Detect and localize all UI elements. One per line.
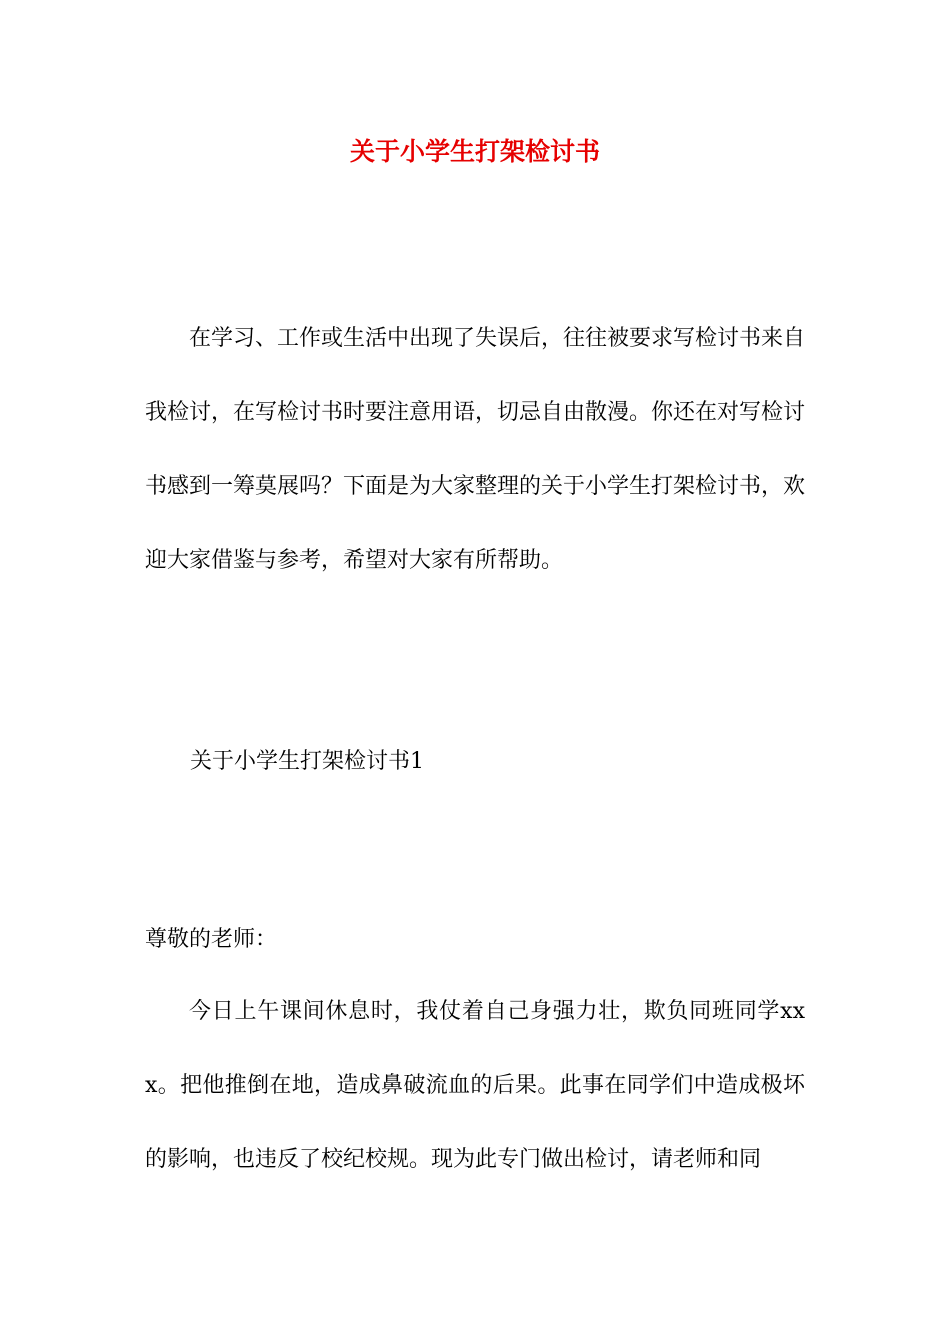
- intro-paragraph: 在学习、工作或生活中出现了失误后，往往被要求写检讨书来自我检讨，在写检讨书时要注意用语，切忌自由散漫。你还在对写检讨书感到一筹莫展吗？下面是为大家整理的关于小学生打架检讨书，欢迎大家借鉴与参考，希望对大家有所帮助。: [145, 326, 806, 573]
- salutation: 尊敬的老师：: [145, 927, 278, 952]
- body-paragraph: 今日上午课间休息时，我仗着自己身强力壮，欺负同班同学xxx。把他推倒在地，造成鼻破流血的后果。此事在同学们中造成极坏的影响，也违反了校纪校规。现为此专门做出检讨，请老师和同: [145, 999, 805, 1172]
- section-heading: 关于小学生打架检讨书1: [190, 749, 424, 774]
- document-title: 关于小学生打架检讨书: [349, 137, 600, 166]
